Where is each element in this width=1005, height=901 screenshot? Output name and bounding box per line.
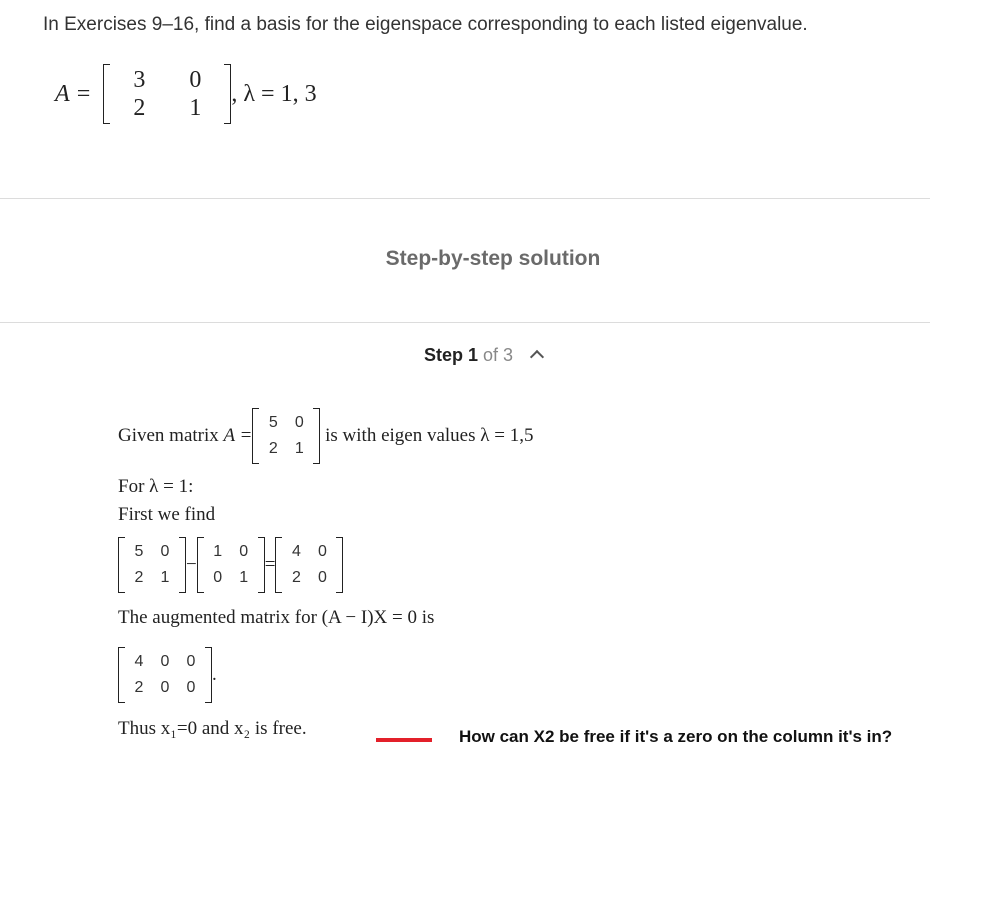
given-suffix: is with eigen values λ = 1,5 — [320, 425, 534, 446]
problem-matrix — [103, 64, 231, 124]
matrix-cell: 0 — [160, 653, 170, 670]
identity-matrix — [197, 537, 265, 593]
divider — [0, 322, 930, 323]
matrix-cell: 5 — [268, 414, 278, 431]
matrix-cell: 4 — [134, 653, 144, 670]
given-lhs: A = — [223, 425, 253, 446]
matrix-cell: 2 — [268, 440, 278, 457]
matrix-cell: 1 — [213, 543, 223, 560]
subtraction-equation — [118, 537, 343, 593]
matrix-cell: 0 — [239, 543, 249, 560]
augmented-matrix — [118, 647, 212, 703]
matrix-cell: 4 — [291, 543, 301, 560]
matrix-cell: 0 — [160, 543, 170, 560]
matrix-cell: 0 — [294, 414, 304, 431]
solution-header: Step-by-step solution — [385, 247, 601, 270]
matrix-cell: 0 — [186, 679, 196, 696]
matrix-cell: 1 — [239, 569, 249, 586]
divider — [0, 198, 930, 199]
matrix-cell: 1 — [294, 440, 304, 457]
conclusion: Thus x₁=0 and x₂ is free. — [118, 718, 307, 739]
matrix-cell: 3 — [133, 67, 146, 93]
matrix-cell: 2 — [134, 679, 144, 696]
equals-sign: = — [264, 554, 276, 575]
result-matrix — [275, 537, 343, 593]
given-line — [118, 408, 533, 464]
matrix-cell: 0 — [186, 653, 196, 670]
given-matrix — [252, 408, 320, 464]
matrix-cell: 0 — [189, 67, 202, 93]
annotation-red-line — [376, 738, 432, 742]
problem-statement — [55, 64, 317, 124]
augmented-line — [118, 647, 217, 703]
exercise-question: In Exercises 9–16, find a basis for the eigenspace corresponding to each listed eigenvalue. — [43, 14, 808, 35]
matrix-a — [118, 537, 186, 593]
minus-sign: − — [186, 554, 197, 575]
first-we-find: First we find — [118, 504, 216, 525]
period: . — [212, 664, 217, 685]
matrix-cell: 1 — [160, 569, 170, 586]
problem-lhs: A = — [55, 80, 92, 107]
for-lambda: For λ = 1: — [118, 476, 194, 497]
chevron-up-icon[interactable] — [530, 350, 544, 364]
matrix-cell: 0 — [317, 543, 327, 560]
annotation-question: How can X2 be free if it's a zero on the column it's in? — [459, 727, 893, 746]
matrix-cell: 2 — [134, 569, 144, 586]
given-prefix: Given matrix — [118, 425, 224, 446]
matrix-cell: 5 — [134, 543, 144, 560]
matrix-cell: 0 — [160, 679, 170, 696]
matrix-cell: 0 — [213, 569, 223, 586]
augmented-text: The augmented matrix for (A − I)X = 0 is — [118, 607, 435, 628]
matrix-cell: 1 — [189, 95, 202, 121]
step-label: Step 1 — [424, 345, 479, 365]
problem-eigenvalues: , λ = 1, 3 — [231, 80, 317, 107]
step-count: of 3 — [483, 345, 514, 365]
matrix-cell: 2 — [133, 95, 146, 121]
matrix-cell: 0 — [317, 569, 327, 586]
step-indicator[interactable] — [424, 345, 542, 366]
matrix-cell: 2 — [291, 569, 301, 586]
